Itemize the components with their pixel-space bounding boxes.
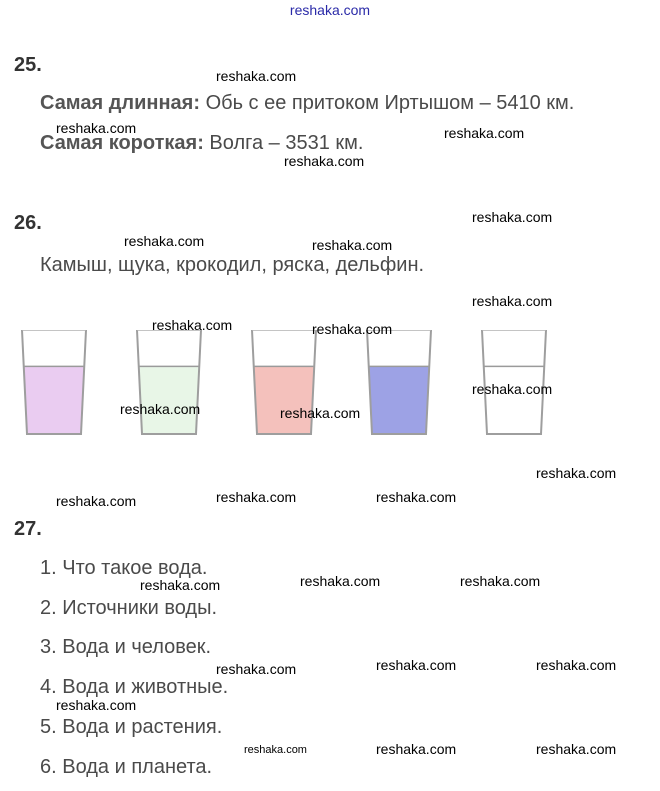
longest-text: Обь с ее притоком Иртышом – 5410 км.: [205, 92, 575, 114]
watermark: reshaka.com: [472, 293, 553, 309]
glass-liquid: [482, 366, 546, 434]
task-27-number: 27.: [14, 518, 42, 540]
watermark: reshaka.com: [56, 493, 137, 509]
plan-item-4: 4. Вода и животные.: [40, 676, 229, 698]
task-26-text: Камыш, щука, крокодил, ряска, дельфин.: [40, 254, 425, 276]
glass-liquid: [367, 366, 431, 434]
longest-label: Самая длинная:: [40, 92, 200, 114]
watermark: reshaka.com: [312, 321, 393, 337]
task-26-number: 26.: [14, 212, 42, 234]
watermark: reshaka.com: [376, 741, 457, 757]
glass-liquid: [252, 366, 316, 434]
watermark: reshaka.com: [56, 120, 137, 136]
watermark: reshaka.com: [472, 381, 553, 397]
watermark: reshaka.com: [120, 401, 201, 417]
watermark: reshaka.com: [300, 573, 381, 589]
plan-item-2: 2. Источники воды.: [40, 597, 218, 619]
watermark: reshaka.com: [280, 405, 361, 421]
watermark: reshaka.com: [152, 317, 233, 333]
watermark: reshaka.com: [312, 237, 393, 253]
watermark: reshaka.com: [216, 489, 297, 505]
watermark: reshaka.com: [124, 233, 205, 249]
watermark: reshaka.com: [216, 68, 297, 84]
watermark: reshaka.com: [444, 125, 525, 141]
watermark: reshaka.com: [140, 577, 221, 593]
watermark: reshaka.com: [460, 573, 541, 589]
plan-item-1: 1. Что такое вода.: [40, 557, 208, 579]
shortest-text: Волга – 3531 км.: [209, 132, 364, 154]
plan-item-6: 6. Вода и планета.: [40, 756, 213, 778]
watermark: reshaka.com: [376, 489, 457, 505]
watermark: reshaka.com: [376, 657, 457, 673]
watermark: reshaka.com: [216, 661, 297, 677]
plan-item-3: 3. Вода и человек.: [40, 636, 212, 658]
task-25-longest: [40, 92, 574, 115]
watermark: reshaka.com: [472, 209, 553, 225]
watermark: reshaka.com: [536, 741, 617, 757]
watermark: reshaka.com: [284, 153, 365, 169]
glass-1: [22, 330, 86, 434]
glass-4: [367, 330, 431, 434]
task-25-number: 25.: [14, 54, 42, 76]
watermark: reshaka.com: [244, 744, 307, 756]
watermark: reshaka.com: [536, 657, 617, 673]
shortest-label: Самая короткая:: [40, 132, 204, 154]
watermark: reshaka.com: [536, 465, 617, 481]
watermark: reshaka.com: [56, 697, 137, 713]
glass-2: [137, 330, 201, 434]
plan-item-5: 5. Вода и растения.: [40, 716, 223, 738]
glass-liquid: [22, 366, 86, 434]
header-watermark: reshaka.com: [289, 2, 371, 18]
